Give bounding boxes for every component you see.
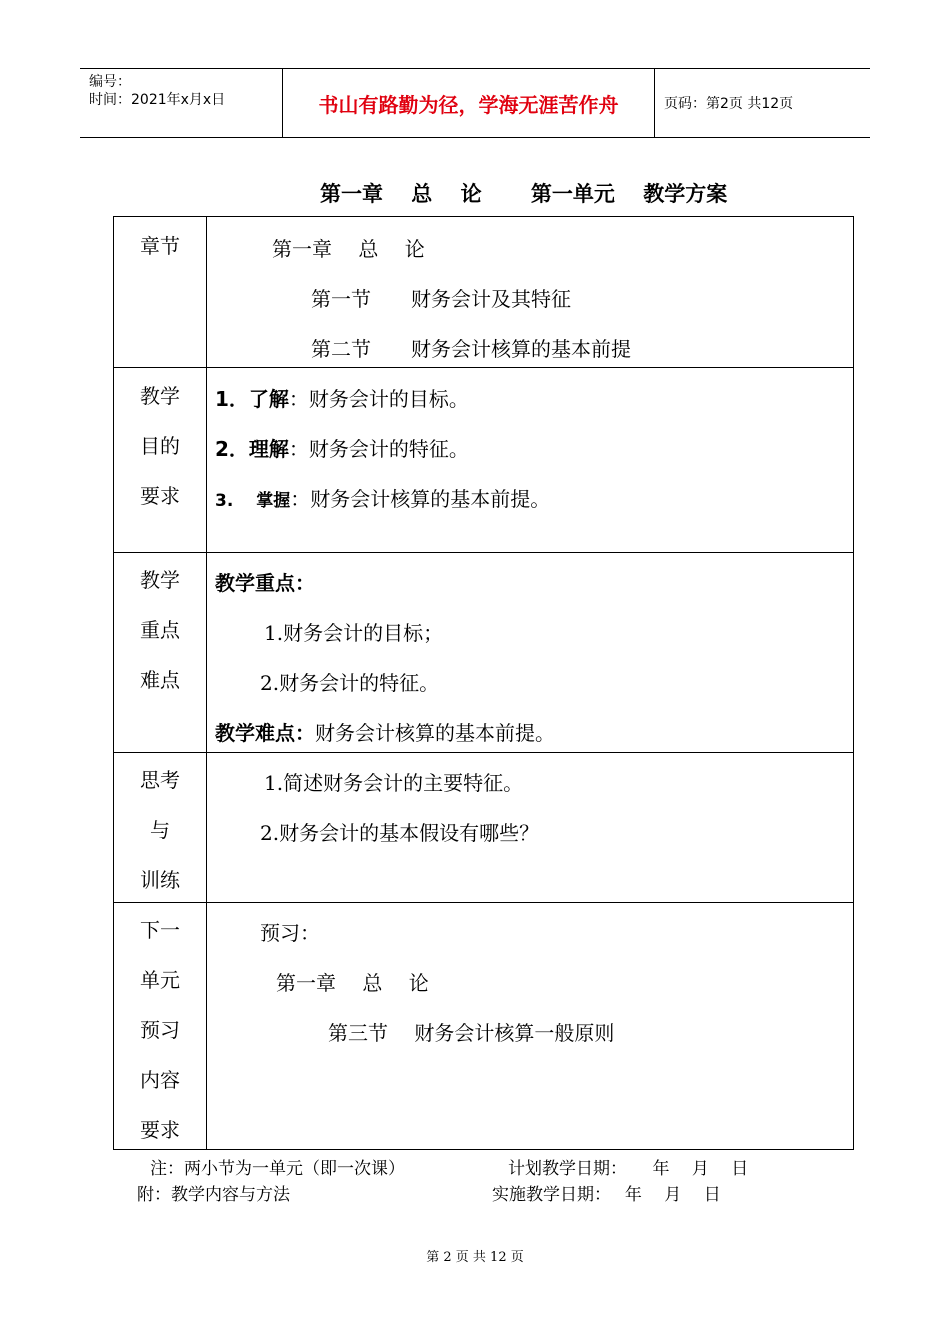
planned-date: 计划教学日期： 年 月 日 [508, 1159, 749, 1179]
objective-prefix: 2．理解 [215, 437, 289, 461]
row-label-preview: 预习 [140, 1018, 180, 1042]
focus-item: 1.财务会计的目标； [264, 621, 444, 645]
difficulty-text: 财务会计核算的基本前提。 [315, 721, 555, 745]
row-divider [114, 752, 853, 753]
row-label-objectives: 目的 [140, 434, 180, 458]
focus-title: 教学重点： [215, 571, 315, 595]
objective-text: ：财务会计核算的基本前提。 [290, 487, 551, 511]
row-divider [114, 367, 853, 368]
objective-item [215, 483, 550, 512]
row-divider [114, 552, 853, 553]
row-label-objectives: 要求 [140, 484, 180, 508]
preview-heading: 预习： [260, 921, 320, 945]
unit-note: 注：两小节为一单元（即一次课） [150, 1159, 405, 1179]
page-title: 第一章 总 论 第一单元 教学方案 [320, 182, 728, 206]
preview-section: 第三节 财务会计核算一般原则 [328, 1021, 615, 1045]
header-meta [80, 69, 282, 137]
exercise-question: 2.财务会计的基本假设有哪些？ [260, 821, 540, 845]
header-strip [80, 68, 870, 138]
page-footer: 第 2 页 共 12 页 [426, 1250, 524, 1265]
objective-item [215, 383, 469, 412]
chapter-line: 第一章 总 论 [272, 237, 425, 261]
lesson-plan-table [113, 216, 854, 1150]
preview-chapter: 第一章 总 论 [276, 971, 429, 995]
row-label-keypoints: 教学 [140, 568, 180, 592]
actual-date: 实施教学日期： 年 月 日 [492, 1185, 721, 1205]
focus-item: 2.财务会计的特征。 [260, 671, 440, 695]
difficulty-title: 教学难点： [215, 721, 315, 745]
appendix-note: 附：教学内容与方法 [137, 1185, 290, 1205]
objective-text: ：财务会计的目标。 [288, 387, 469, 411]
time-label: 时间：2021年x月x日 [89, 92, 226, 108]
objective-item [215, 433, 469, 462]
section-line: 第一节 财务会计及其特征 [311, 287, 571, 311]
row-label-objectives: 教学 [140, 384, 180, 408]
row-label-preview: 下一 [140, 918, 180, 942]
objective-prefix: 3. 掌握 [215, 491, 291, 511]
number-label: 编号： [89, 74, 131, 90]
row-label-preview: 内容 [140, 1068, 180, 1092]
row-label-preview: 要求 [140, 1118, 180, 1142]
row-label-exercises: 思考 [140, 768, 180, 792]
row-label-chapter: 章节 [140, 234, 180, 258]
row-label-exercises: 训练 [140, 868, 180, 892]
objective-text: ：财务会计的特征。 [288, 437, 469, 461]
objective-prefix: 1．了解 [215, 387, 289, 411]
column-divider [206, 217, 207, 1149]
exercise-question: 1.简述财务会计的主要特征。 [264, 771, 524, 795]
row-label-preview: 单元 [140, 968, 180, 992]
row-label-keypoints: 重点 [140, 618, 180, 642]
row-divider [114, 902, 853, 903]
difficulty-line [215, 717, 555, 746]
header-motto: 书山有路勤为径，学海无涯苦作舟 [318, 92, 619, 117]
row-label-exercises: 与 [150, 818, 170, 842]
header-divider [654, 69, 655, 137]
header-page-info: 页码：第2页 共12页 [664, 96, 794, 112]
row-label-keypoints: 难点 [140, 668, 180, 692]
section-line: 第二节 财务会计核算的基本前提 [311, 337, 631, 361]
